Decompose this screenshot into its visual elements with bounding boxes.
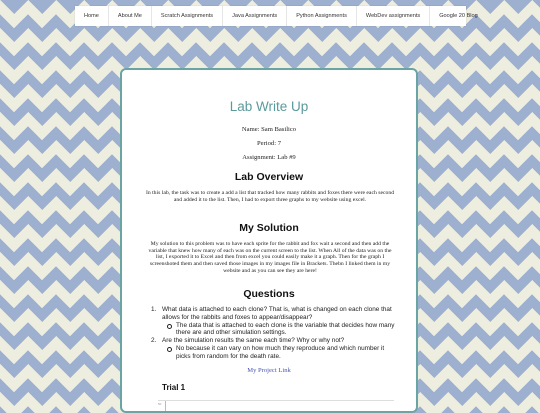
answer-2 [160, 345, 396, 361]
nav-google-20-blog[interactable]: Google 20 Blog [429, 6, 487, 26]
content-card [120, 68, 418, 413]
question-2: 2. Are the simulation results the same each time? Why or why not? [151, 337, 345, 345]
solution-heading: My Solution [239, 222, 299, 234]
chart-y-tick: 50 [158, 402, 162, 406]
overview-heading: Lab Overview [234, 171, 304, 183]
chart-y-axis [165, 401, 166, 411]
nav-webdev-assignments[interactable]: WebDev assignments [356, 6, 429, 26]
trial-1-heading: Trial 1 [162, 383, 186, 392]
answer-1 [160, 322, 396, 338]
page-title: Lab Write Up [229, 99, 309, 114]
question-1-text: What data is attached to each clone? That is, what is changed on each clone that allows for the rabbits and foxes to appear/disappear? [162, 306, 392, 321]
nav-about-me[interactable]: About Me [108, 6, 151, 26]
assignment-label: Assignment: Lab #9 [242, 154, 296, 161]
nav-scratch-assignments[interactable]: Scratch Assignments [151, 6, 222, 26]
questions-list [151, 306, 396, 361]
answer-2-text: No because it can vary on how much they reproduce and which number it picks from random for the death rate. [176, 344, 385, 360]
student-period: Period: 7 [257, 140, 281, 147]
questions-heading: Questions [243, 288, 295, 300]
question-1: 1. What data is attached to each clone? That is, what is changed on each clone that allows for the rabbits and foxes to appear/disappear? [151, 306, 392, 321]
nav-java-assignments[interactable]: Java Assignments [222, 6, 286, 26]
bullet-icon [167, 347, 172, 352]
nav-python-assignments[interactable]: Python Assignments [286, 6, 356, 26]
overview-text: In this lab, the task was to create a add a list that tracked how many rabbits and foxes there were each second and added it to the list. Then, I had to export three graphs to my website using excel. [145, 190, 395, 203]
bullet-icon [167, 324, 172, 329]
question-2-text: Are the simulation results the same each time? Why or why not? [162, 337, 345, 345]
nav-home[interactable]: Home [84, 13, 99, 19]
top-nav-bar [75, 6, 478, 26]
project-link[interactable]: My Project Link [247, 367, 291, 374]
trial-1-chart [158, 400, 394, 411]
solution-text: My solution to this problem was to have each sprite for the rabbit and fox wait a second and then add the variable that knew how many of each was on the current screen to the list. When All of the data was on the list, I exported it to Excel and then from excel you could easily make it a graph. Then for the graph I screenshoted them and then saved those images in my images file in Brackets. Thebn I linked them in my website and as you can see they are here! [148, 241, 392, 274]
answer-1-text: The data that is attached to each clone is the variable that decides how many there are and other simulation settings. [176, 321, 395, 337]
student-name: Name: Sam Basilico [241, 126, 297, 133]
